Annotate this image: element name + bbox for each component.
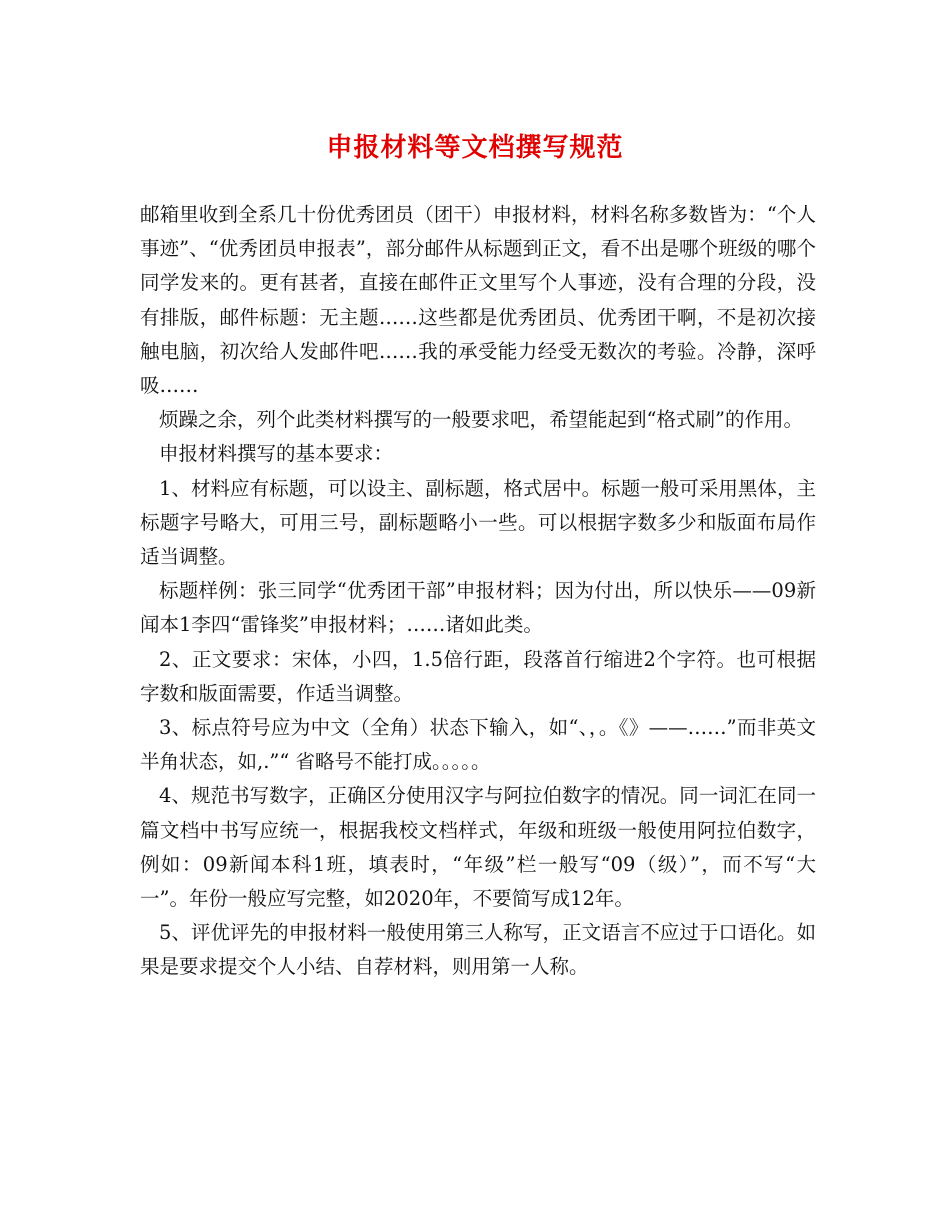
paragraph-requirements-heading: 申报材料撰写的基本要求： [159, 442, 394, 466]
paragraph-rule-5-person: 5、评优评先的申报材料一般使用第三人称写，正文语言不应过于口语化。如果是要求提交个人小结、自荐材料，则用第一人称。 [140, 921, 816, 979]
paragraph-rule-2-body: 2、正文要求：宋体，小四，1.5倍行距，段落首行缩进2个字符。也可根据字数和版面需要，作适当调整。 [140, 647, 816, 705]
paragraph-title-example: 标题样例：张三同学“优秀团干部”申报材料；因为付出，所以快乐——09新闻本1李四“雷锋奖”申报材料；……诸如此类。 [140, 579, 816, 637]
document-body [140, 198, 816, 985]
paragraph-rule-4-numbers: 4、规范书写数字，正确区分使用汉字与阿拉伯数字的情况。同一词汇在同一篇文档中书写应统一，根据我校文档样式，年级和班级一般使用阿拉伯数字，例如：09新闻本科1班，填表时，“年级”栏一般写“09（级）”，而不写“大一”。年份一般应写完整，如2020年，不要简写成12年。 [140, 784, 816, 911]
paragraph-rule-1-title: 1、材料应有标题，可以设主、副标题，格式居中。标题一般可采用黑体，主标题字号略大，可用三号，副标题略小一些。可以根据字数多少和版面布局作适当调整。 [140, 476, 816, 569]
paragraph-rule-3-punctuation: 3、标点符号应为中文（全角）状态下输入，如“、，。《》——……”而非英文半角状态，如,.”“ 省略号不能打成。。。。。 [140, 716, 816, 774]
paragraph-purpose: 烦躁之余，列个此类材料撰写的一般要求吧，希望能起到“格式刷”的作用。 [159, 408, 803, 432]
paragraph-intro: 邮箱里收到全系几十份优秀团员（团干）申报材料，材料名称多数皆为：“个人事迹”、“优秀团员申报表”，部分邮件从标题到正文，看不出是哪个班级的哪个同学发来的。更有甚者，直接在邮件正文里写个人事迹，没有合理的分段，没有排版，邮件标题：无主题……这些都是优秀团员、优秀团干啊，不是初次接触电脑，初次给人发邮件吧……我的承受能力经受无数次的考验。冷静，深呼吸…… [140, 203, 816, 398]
document-title: 申报材料等文档撰写规范 [326, 133, 624, 163]
